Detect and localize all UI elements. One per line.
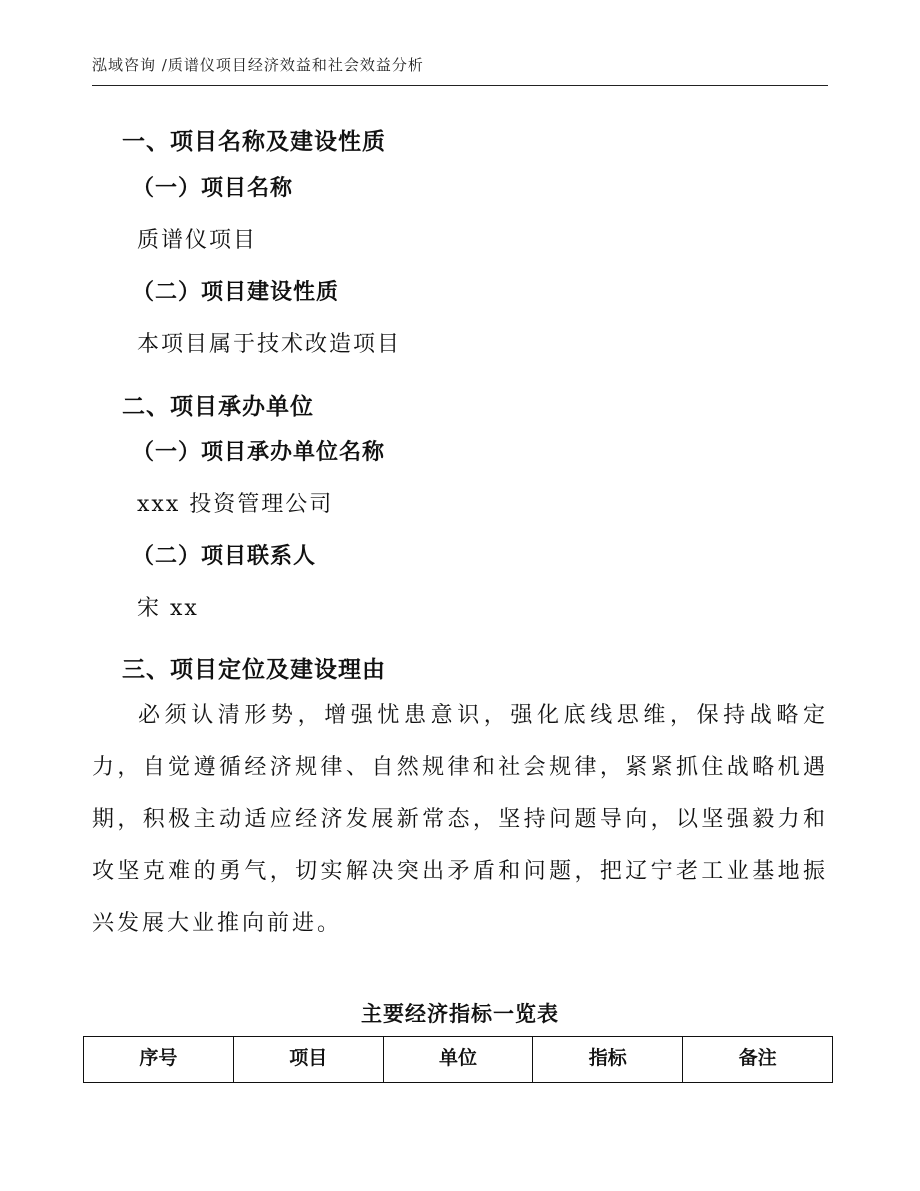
- table-header-row: [84, 1037, 833, 1083]
- column-header: 备注: [683, 1037, 833, 1083]
- page-header: 泓域咨询 /质谱仪项目经济效益和社会效益分析: [92, 54, 828, 86]
- section-2-title: 二、项目承办单位: [122, 394, 314, 420]
- section-1-2-title: （二）项目建设性质: [132, 280, 340, 305]
- section-2-1-title: （一）项目承办单位名称: [132, 440, 386, 465]
- project-nature: 本项目属于技术改造项目: [137, 332, 402, 357]
- section-3-title: 三、项目定位及建设理由: [122, 657, 386, 683]
- section-2-2-title: （二）项目联系人: [132, 544, 317, 569]
- contact-person: 宋 xx: [137, 596, 199, 621]
- project-name: 质谱仪项目: [137, 228, 258, 253]
- section-1-title: 一、项目名称及建设性质: [122, 129, 386, 155]
- table-title: 主要经济指标一览表: [361, 1002, 559, 1026]
- column-header: 序号: [84, 1037, 234, 1083]
- positioning-paragraph: 必须认清形势，增强忧患意识，强化底线思维，保持战略定力，自觉遵循经济规律、自然规律和社会规律，紧紧抓住战略机遇期，积极主动适应经济发展新常态，坚持问题导向，以坚强毅力和攻坚克难的勇气，切实解决突出矛盾和问题，把辽宁老工业基地振兴发展大业推向前进。: [92, 703, 828, 936]
- indicator-table: [83, 1036, 833, 1083]
- column-header: 项目: [233, 1037, 383, 1083]
- column-header: 单位: [383, 1037, 533, 1083]
- section-1-1-title: （一）项目名称: [132, 176, 294, 201]
- column-header: 指标: [533, 1037, 683, 1083]
- organizer-name: xxx 投资管理公司: [137, 492, 334, 517]
